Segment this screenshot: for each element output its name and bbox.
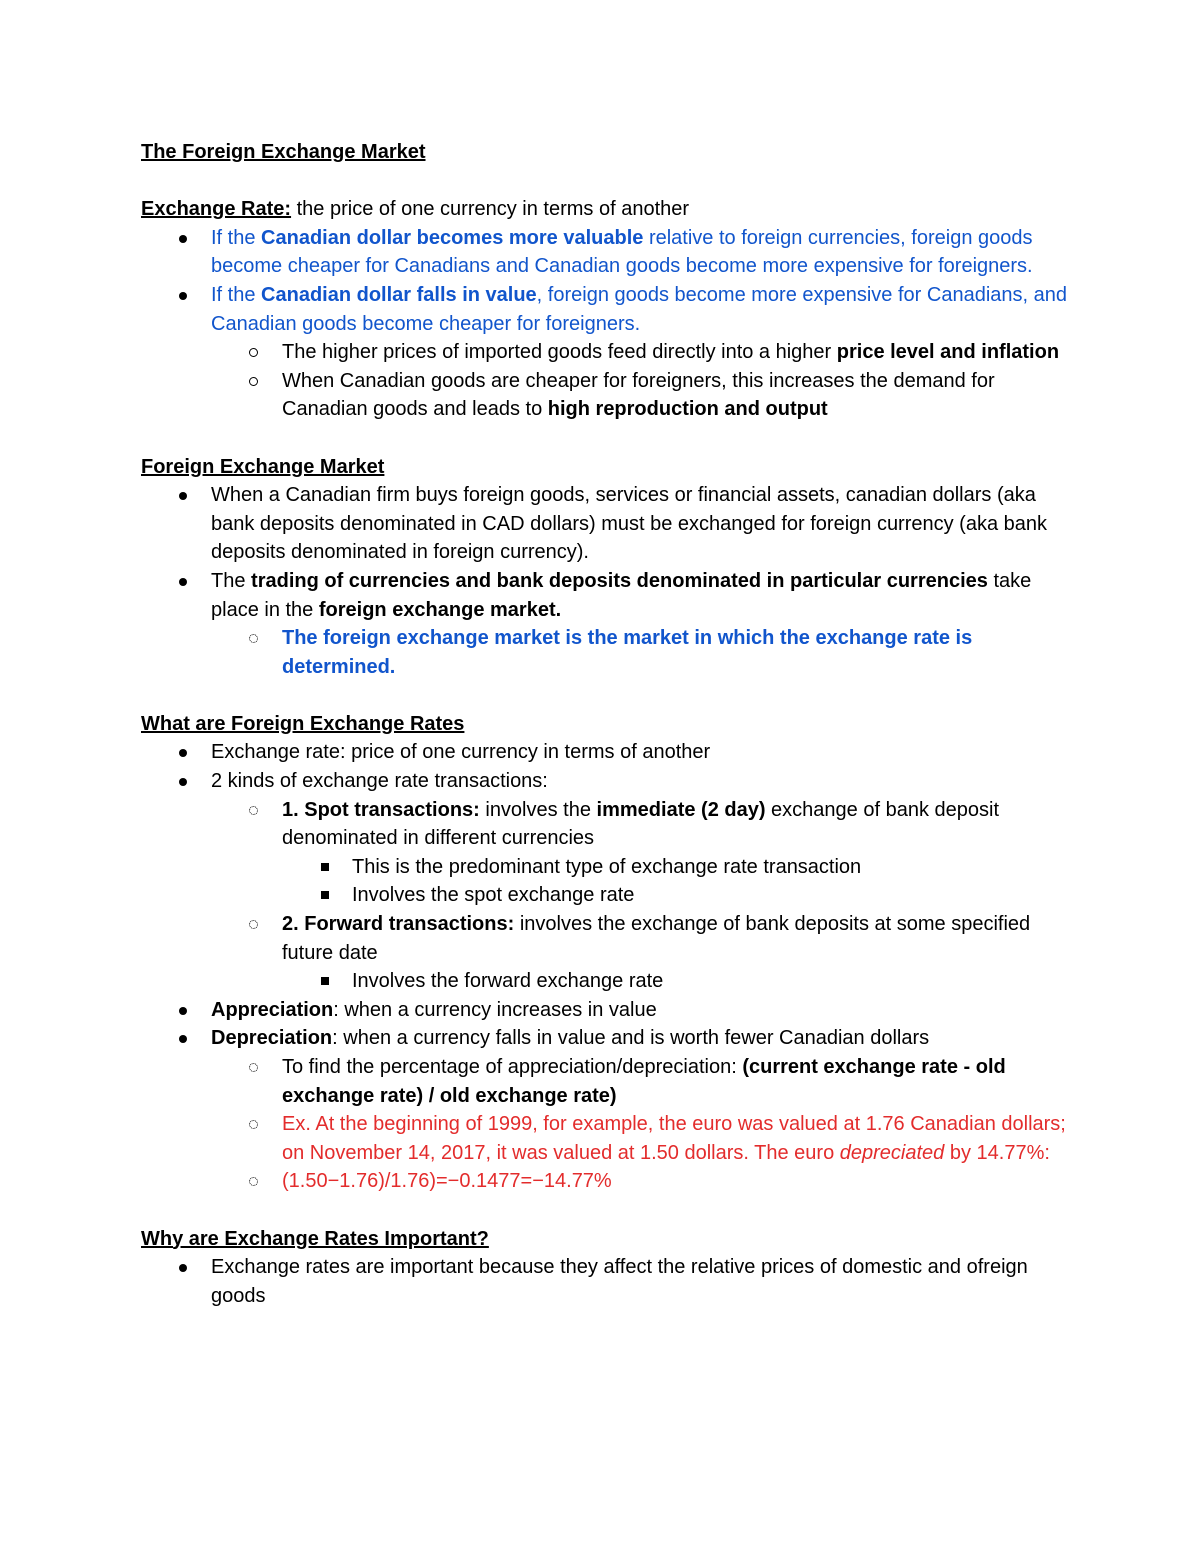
heading-why-fx-important: Why are Exchange Rates Important?	[141, 1227, 489, 1250]
spacer	[141, 1196, 1070, 1225]
heading-what-are-fx-rates: What are Foreign Exchange Rates	[141, 712, 465, 735]
text-run: involves the exchange of bank deposits at some specified future date	[282, 913, 1031, 964]
fx-rates-list	[141, 738, 1070, 1196]
bold-run: high reproduction and output	[547, 398, 828, 421]
heading-foreign-exchange-market-2: Foreign Exchange Market	[141, 455, 385, 478]
bold-run: The foreign exchange market is the market in which the exchange rate is determined.	[282, 627, 973, 678]
spacer	[141, 167, 1070, 196]
list-item	[141, 853, 1070, 882]
list-item	[141, 1253, 1070, 1310]
text-run: Exchange rate: price of one currency in terms of another	[211, 741, 711, 764]
bold-run: (current exchange rate - old exchange rate) / old exchange rate)	[282, 1056, 1006, 1107]
list-item	[141, 1167, 1070, 1196]
bold-run: trading of currencies and bank deposits denominated in particular currencies	[251, 569, 988, 592]
text-run: , foreign goods become more expensive for Canadians, and Canadian goods become cheaper for foreigners.	[211, 283, 1067, 335]
text-run: Involves the spot exchange rate	[352, 884, 635, 907]
exchange-rate-list	[141, 224, 1070, 424]
text-run: When Canadian goods are cheaper for foreigners, this increases the demand for Canadian goods and leads to	[282, 369, 995, 421]
list-item	[141, 767, 1070, 796]
text-run: The	[211, 569, 252, 592]
definition-label: Exchange Rate:	[141, 198, 292, 221]
text-run: To find the percentage of appreciation/depreciation:	[282, 1056, 743, 1078]
text-run: by 14.77%:	[944, 1141, 1050, 1164]
list-item	[141, 281, 1070, 338]
list-item	[141, 567, 1070, 624]
definition-text: the price of one currency in terms of another	[291, 198, 690, 221]
list-item	[141, 881, 1070, 910]
list-item	[141, 224, 1070, 281]
bold-run: Canadian dollar falls in value	[261, 283, 537, 306]
italic-run: depreciated	[839, 1141, 945, 1164]
bold-run: Canadian dollar becomes more valuable	[261, 226, 644, 249]
exchange-rate-definition	[141, 195, 1070, 224]
text-run: When a Canadian firm buys foreign goods, services or financial assets, canadian dollars (aka bank deposits denominated in CAD dollars) must be exchanged for foreign currency (aka bank deposits denominated in foreign currency).	[211, 484, 1048, 564]
list-item	[141, 996, 1070, 1025]
text-run: Exchange rates are important because they affect the relative prices of domestic and ofreign goods	[211, 1256, 1028, 1307]
list-item	[141, 1110, 1070, 1167]
text-run: This is the predominant type of exchange rate transaction	[352, 855, 862, 878]
text-run: involves the	[479, 798, 597, 821]
spacer	[141, 681, 1070, 710]
bold-run: 1. Spot transactions:	[282, 798, 480, 821]
text-run: The higher prices of imported goods feed directly into a higher	[282, 341, 837, 364]
list-item	[141, 338, 1070, 367]
list-item	[141, 1053, 1070, 1110]
bold-run: Depreciation	[211, 1027, 333, 1050]
spacer	[141, 424, 1070, 453]
importance-list	[141, 1253, 1070, 1310]
heading-foreign-exchange-market: The Foreign Exchange Market	[141, 141, 426, 163]
bold-run: 2. Forward transactions:	[282, 913, 515, 936]
bold-run: foreign exchange market.	[318, 598, 562, 621]
formula-text: (1.50−1.76)/1.76)=−0.1477=−14.77%	[282, 1170, 612, 1193]
bold-run: price level and inflation	[836, 341, 1060, 364]
text-run: If the	[211, 226, 262, 249]
text-run: 2 kinds of exchange rate transactions:	[211, 770, 548, 793]
text-run: relative to foreign currencies, foreign goods become cheaper for Canadians and Canadian goods become more expensive for foreigners.	[211, 226, 1033, 278]
list-item	[141, 738, 1070, 767]
text-run: Involves the forward exchange rate	[352, 970, 664, 993]
text-run: : when a currency falls in value and is worth fewer Canadian dollars	[332, 1027, 930, 1050]
text-run: If the	[211, 283, 262, 306]
list-item	[141, 1024, 1070, 1053]
text-run: : when a currency increases in value	[333, 998, 657, 1021]
list-item	[141, 367, 1070, 424]
bold-run: Appreciation	[211, 998, 334, 1021]
text-run: exchange of bank deposit denominated in different currencies	[282, 798, 1000, 850]
list-item	[141, 481, 1070, 567]
text-run: Ex. At the beginning of 1999, for example, the euro was valued at 1.76 Canadian dollars; on November 14, 2017, it was valued at 1.50 dollars. The euro	[282, 1113, 1066, 1164]
list-item	[141, 796, 1070, 853]
list-item	[141, 910, 1070, 967]
text-run: take place in the	[211, 569, 1032, 621]
fx-market-list	[141, 481, 1070, 681]
list-item	[141, 624, 1070, 681]
bold-run: immediate (2 day)	[596, 798, 766, 821]
list-item	[141, 967, 1070, 996]
